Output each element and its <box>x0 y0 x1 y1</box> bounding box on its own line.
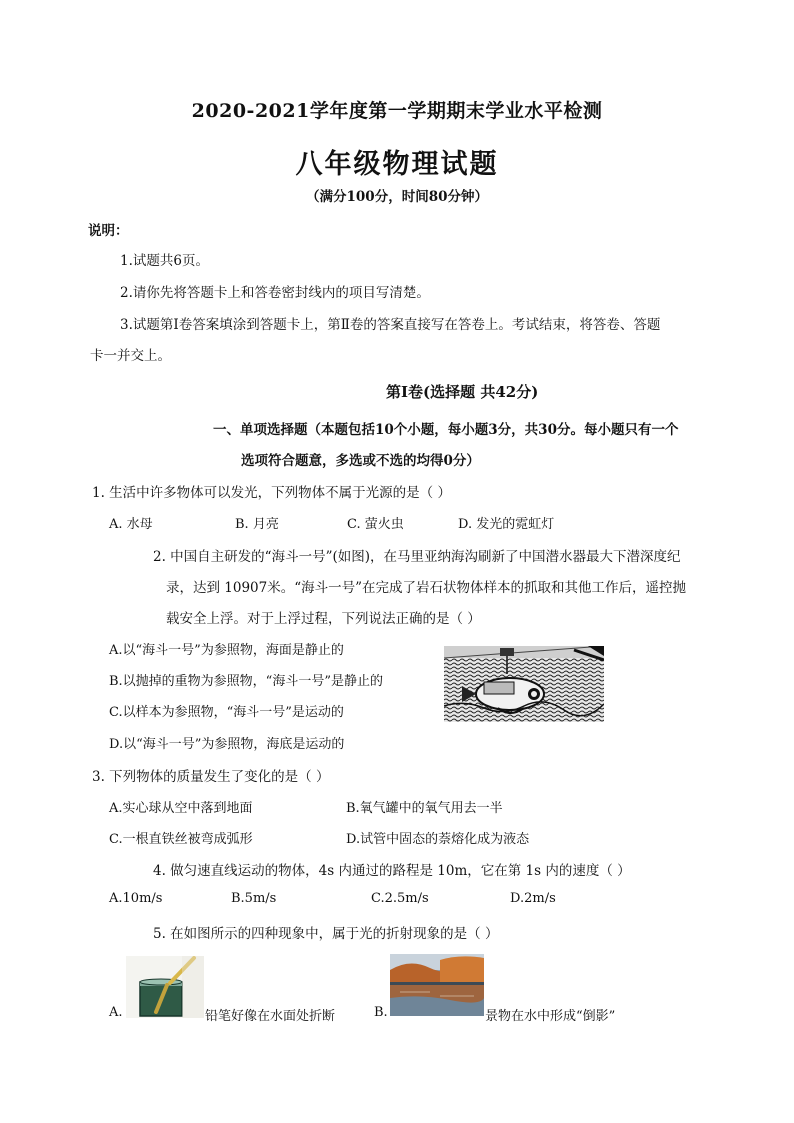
section-title: 第Ⅰ卷(选择题 共42分) <box>386 383 539 401</box>
submersible-photo <box>444 646 604 722</box>
question-5-option-a-letter: A. <box>109 1005 123 1020</box>
part-instructions-line1: 一、单项选择题（本题包括10个小题，每小题3分，共30分。每小题只有一个 <box>213 422 679 438</box>
part-instructions-line2: 选项符合题意，多选或不选的均得0分） <box>241 453 480 469</box>
question-2-stem-line2: 录，达到 10907米。“海斗一号”在完成了岩石状物体样本的抓取和其他工作后，遥控抛 <box>166 580 687 596</box>
score-time-note: （满分100分，时间80分钟） <box>306 189 488 205</box>
question-2-stem-line3: 载安全上浮。对于上浮过程，下列说法正确的是（ ） <box>166 611 481 627</box>
question-4-option-a: A.10m/s <box>109 891 163 906</box>
instructions-label: 说明： <box>88 223 129 239</box>
instruction-item: 卡一并交上。 <box>90 348 171 364</box>
question-3-option-c: C.一根直铁丝被弯成弧形 <box>109 832 253 847</box>
question-5-option-a-caption: 铅笔好像在水面处折断 <box>205 1009 336 1024</box>
exam-title: 2020-2021学年度第一学期期末学业水平检测 <box>191 100 603 122</box>
question-2-option-b: B.以抛掉的重物为参照物，“海斗一号”是静止的 <box>109 674 383 689</box>
question-1-option-b: B. 月亮 <box>235 517 279 532</box>
question-2-option-a: A.以“海斗一号”为参照物，海面是静止的 <box>109 643 344 658</box>
question-1-option-c: C. 萤火虫 <box>347 517 404 532</box>
question-5-option-b-caption: 景物在水中形成“倒影” <box>485 1009 616 1024</box>
question-3-option-b: B.氧气罐中的氧气用去一半 <box>346 801 503 816</box>
question-2-stem-line1: 2. 中国自主研发的“海斗一号”(如图)，在马里亚纳海沟刷新了中国潜水器最大下潜深度纪 <box>153 549 681 565</box>
instruction-item: 3.试题第Ⅰ卷答案填涂到答题卡上，第Ⅱ卷的答案直接写在答卷上。考试结束，将答卷、答题 <box>120 317 661 333</box>
question-2-option-d: D.以“海斗一号”为参照物，海底是运动的 <box>109 737 345 752</box>
question-5-option-b-letter: B. <box>374 1005 388 1020</box>
question-3-option-d: D.试管中固态的萘熔化成为液态 <box>346 832 530 847</box>
pencil-in-water-illustration <box>126 956 204 1018</box>
question-3-option-a: A.实心球从空中落到地面 <box>109 801 253 816</box>
instruction-item: 1.试题共6页。 <box>120 253 209 269</box>
question-1-option-d: D. 发光的霓虹灯 <box>458 517 555 532</box>
question-4-option-b: B.5m/s <box>231 891 277 906</box>
question-4-option-d: D.2m/s <box>510 891 556 906</box>
submersible-illustration <box>444 646 604 722</box>
pencil-in-water-photo <box>126 956 204 1018</box>
instruction-item: 2.请你先将答题卡上和答卷密封线内的项目写清楚。 <box>120 285 430 301</box>
reflection-illustration <box>390 954 484 1016</box>
question-4-option-c: C.2.5m/s <box>371 891 429 906</box>
question-3-stem: 3. 下列物体的质量发生了变化的是（ ） <box>92 769 330 785</box>
question-2-option-c: C.以样本为参照物，“海斗一号”是运动的 <box>109 705 344 720</box>
question-1-stem: 1. 生活中许多物体可以发光，下列物体不属于光源的是（ ） <box>92 485 451 501</box>
subject-title: 八年级物理试题 <box>295 149 499 180</box>
question-4-stem: 4. 做匀速直线运动的物体，4s 内通过的路程是 10m，它在第 1s 内的速度（ ） <box>153 863 631 879</box>
question-1-option-a: A. 水母 <box>109 517 153 532</box>
reflection-photo <box>390 954 484 1016</box>
question-5-stem: 5. 在如图所示的四种现象中，属于光的折射现象的是（ ） <box>153 926 499 942</box>
